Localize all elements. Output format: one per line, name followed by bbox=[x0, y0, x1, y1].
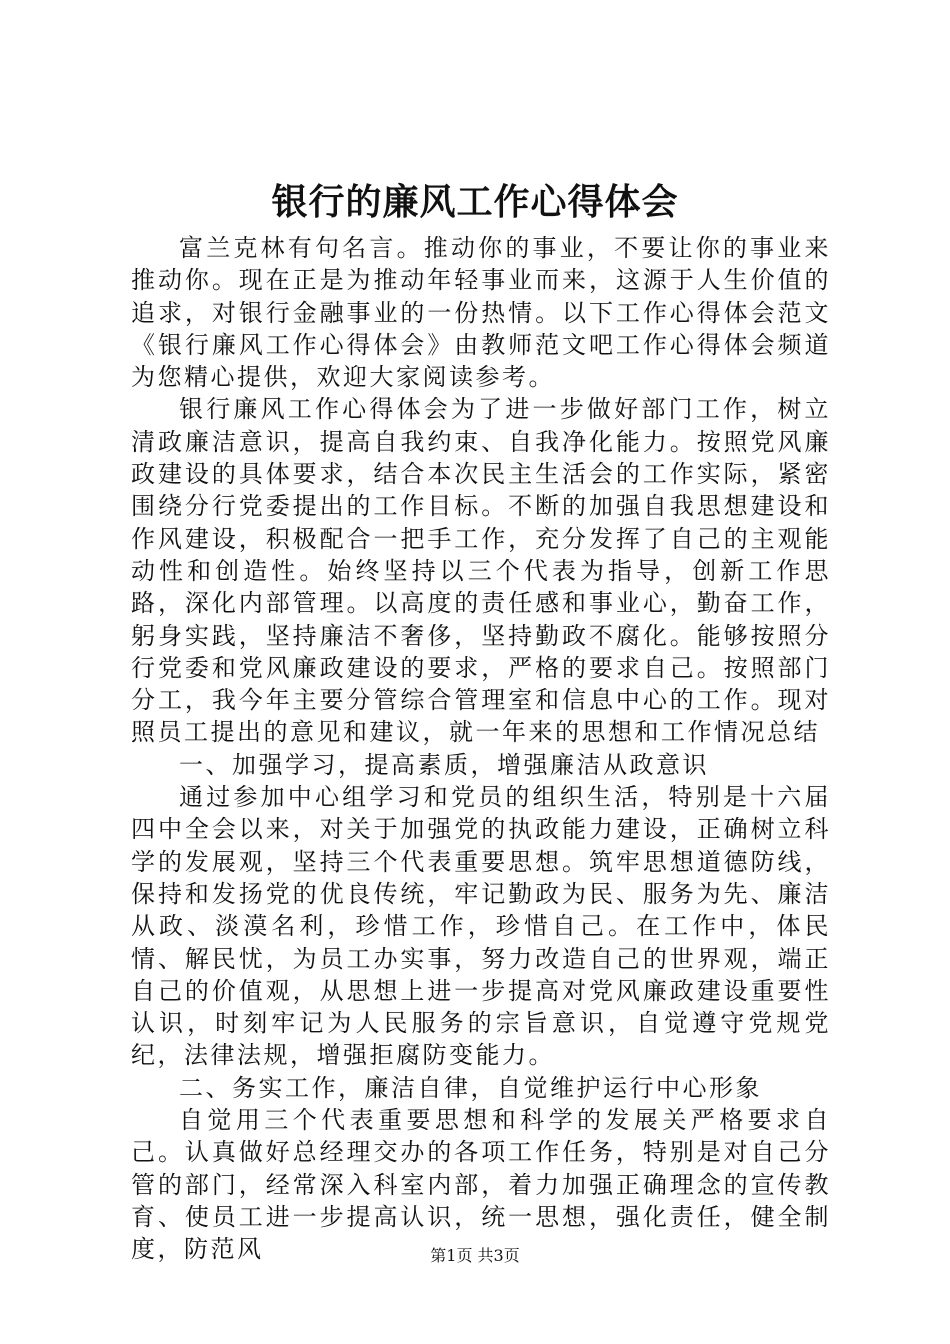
section-heading-1: 一、加强学习，提高素质，增强廉洁从政意识 bbox=[179, 750, 709, 779]
paragraph-section-2: 自觉用三个代表重要思想和科学的发展关严格要求自己。认真做好总经理交办的各项工作任务，特别是对自己分管的部门，经常深入科室内部，着力加强正确理念的宣传教育、使员工进一步提高认识，统一思想，强化责任，健全制度，防范风 bbox=[131, 1106, 831, 1264]
paragraph-summary: 银行廉风工作心得体会为了进一步做好部门工作，树立清政廉洁意识，提高自我约束、自我净化能力。按照党风廉政建设的具体要求，结合本次民主生活会的工作实际，紧密围绕分行党委提出的工作目标。不断的加强自我思想建设和作风建设，积极配合一把手工作，充分发挥了自己的主观能动性和创造性。始终坚持以三个代表为指导，创新工作思路，深化内部管理。以高度的责任感和事业心，勤奋工作，躬身实践，坚持廉洁不奢侈，坚持勤政不腐化。能够按照分行党委和党风廉政建设的要求，严格的要求自己。按照部门分工，我今年主要分管综合管理室和信息中心的工作。现对照员工提出的意见和建议，就一年来的思想和工作情况总结 bbox=[131, 395, 831, 747]
section-heading-2: 二、务实工作，廉洁自律，自觉维护运行中心形象 bbox=[179, 1073, 762, 1102]
paragraph-intro: 富兰克林有句名言。推动你的事业，不要让你的事业来推动你。现在正是为推动年轻事业而来，这源于人生价值的追求，对银行金融事业的一份热情。以下工作心得体会范文《银行廉风工作心得体会》由教师范文吧工作心得体会频道为您精心提供，欢迎大家阅读参考。 bbox=[131, 234, 831, 392]
document-title: 银行的廉风工作心得体会 bbox=[271, 181, 679, 223]
page-footer: 第1页 共3页 bbox=[430, 1246, 520, 1265]
paragraph-section-1: 通过参加中心组学习和党员的组织生活，特别是十六届四中全会以来，对关于加强党的执政能力建设，正确树立科学的发展观，坚持三个代表重要思想。筑牢思想道德防线，保持和发扬党的优良传统，牢记勤政为民、服务为先、廉洁从政、淡漠名利，珍惜工作，珍惜自己。在工作中，体民情、解民忧，为员工办实事，努力改造自己的世界观，端正自己的价值观，从思想上进一步提高对党风廉政建设重要性认识，时刻牢记为人民服务的宗旨意识，自觉遵守党规党纪，法律法规，增强拒腐防变能力。 bbox=[131, 783, 831, 1070]
document-body bbox=[131, 232, 831, 1266]
